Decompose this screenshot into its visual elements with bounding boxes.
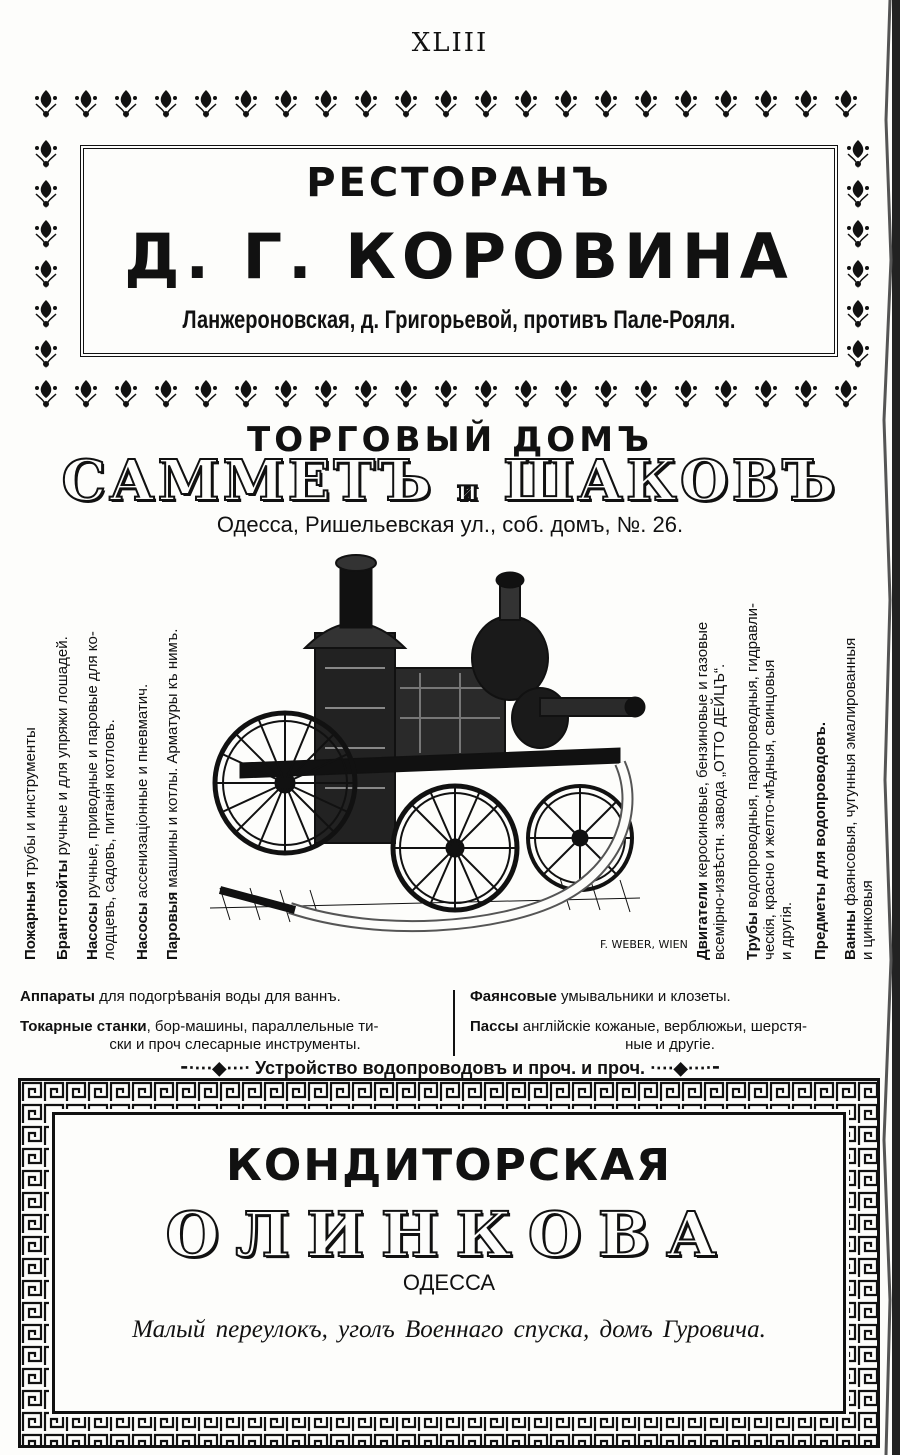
left-column-1-text: трубы и инструменты	[22, 727, 39, 882]
left-column-4-bold: Насосы	[134, 902, 151, 960]
confectionery-address: Малый переулокъ, уголъ Военнаго спуска, домъ Гуровича.	[132, 1316, 766, 1343]
left-column-5	[164, 629, 181, 960]
bottom-left-item-1-text: для подогрѣванія воды для ваннъ.	[94, 988, 341, 1005]
left-column-2	[54, 636, 71, 960]
right-column-4-text: фаянсовыя, чугунныя эмалированныя	[842, 637, 859, 910]
confectionery-city: ОДЕССА	[402, 1270, 496, 1295]
summary-flourish-right: ⋅⋯◆⋯⋅⁃	[645, 1058, 721, 1078]
right-column-2-text2: ческія, красно и желто-мѣдныя, свинцовыя	[761, 659, 778, 960]
fire-engine-illustration	[200, 548, 688, 968]
trade-house-address: Одесса, Ришельевская ул., соб. домъ, №. 26.	[216, 512, 684, 537]
left-column-2-text: ручные и для упряжи лошадей.	[54, 636, 71, 860]
left-column-3-text2: лодцевъ, садовъ, питанія котловъ.	[101, 719, 118, 960]
vertical-divider	[453, 990, 455, 1056]
bottom-right-item-2-bold: Пассы	[470, 1018, 519, 1035]
left-column-4-text: ассенизаціонные и пневматич.	[134, 683, 151, 903]
right-column-1-bold: Двигатели	[694, 881, 711, 960]
left-column-4	[134, 684, 151, 960]
ornament-right-col	[847, 140, 869, 367]
right-column-2-bold: Трубы	[744, 912, 761, 960]
left-column-5-text: машины и котлы. Арматуры къ нимъ.	[164, 628, 181, 892]
trade-house-kicker: ТОРГОВЫЙ ДОМЪ	[247, 420, 653, 460]
bottom-right-item-1-text: умывальники и клозеты.	[556, 988, 731, 1005]
right-column-3	[812, 722, 829, 960]
trade-house-name	[0, 448, 900, 514]
left-column-3-bold: Насосы	[84, 902, 101, 960]
left-column-2-bold: Брантспойты	[54, 859, 71, 960]
right-column-2	[744, 603, 795, 960]
right-column-2-text: водопроводныя, паропроводныя, гидравли-	[744, 602, 761, 913]
restaurant-address: Ланжероновская, д. Григорьевой, противъ Пале-Рояля.	[182, 306, 736, 334]
page-number: XLIII	[411, 28, 489, 58]
bottom-left-item-2-text2: ски и проч слесарные инструменты.	[109, 1036, 361, 1053]
bottom-left-item-2	[20, 1018, 450, 1054]
right-column-4-bold: Ванны	[842, 909, 859, 960]
left-column-1	[22, 727, 39, 960]
left-column-3-text: ручные, приводные и паровые для ко-	[84, 631, 101, 903]
restaurant-owner: Д. Г. КОРОВИНА	[124, 220, 794, 293]
services-summary	[0, 1058, 900, 1079]
bottom-left-item-2-text: , бор-машины, параллельные ти-	[146, 1018, 379, 1035]
ornament-bottom-row	[35, 380, 857, 407]
right-column-4	[842, 638, 876, 960]
right-column-1-text: керосиновые, бензиновые и газовые	[694, 621, 711, 882]
right-column-3-bold: Предметы для водопроводовъ.	[812, 721, 829, 960]
left-column-3	[84, 631, 118, 960]
confectionery-title: КОНДИТОРСКАЯ	[225, 1140, 673, 1191]
bottom-left-item-2-bold: Токарные станки	[20, 1018, 147, 1035]
restaurant-title: РЕСТОРАНЪ	[306, 160, 612, 206]
right-column-4-text2: и цинковыя	[859, 880, 876, 960]
left-column-5-bold: Паровыя	[164, 891, 181, 960]
bottom-right-item-2	[470, 1018, 870, 1054]
ornament-left-col	[35, 140, 57, 367]
engraver-mark: F. WEBER, WIEN	[600, 938, 688, 951]
trade-house-name-joiner: и	[457, 474, 481, 507]
summary-text: Устройство водопроводовъ и проч. и проч.	[254, 1058, 646, 1078]
scan-edge-texture	[872, 0, 900, 1455]
bottom-right-item-2-text: англійскіе кожаные, верблюжьи, шерстя-	[518, 1018, 807, 1035]
bottom-left-item-1-bold: Аппараты	[20, 988, 95, 1005]
ornament-top-row	[35, 90, 857, 117]
summary-flourish-left: ⁃⋅⋯◆⋯⋅	[179, 1058, 255, 1078]
bottom-left-item-1	[20, 988, 440, 1006]
trade-house-name-part2: ШАКОВЪ	[503, 448, 839, 514]
trade-house-name-part1: САММЕТЪ	[61, 448, 435, 514]
right-column-1	[694, 622, 728, 960]
bottom-right-item-1	[470, 988, 870, 1006]
right-column-2-text3: и другія.	[778, 901, 795, 960]
bottom-right-item-1-bold: Фаянсовые	[470, 988, 557, 1005]
left-column-1-bold: Пожарныя	[22, 881, 39, 960]
bottom-right-item-2-text2: ные и другіе.	[625, 1036, 715, 1053]
right-column-1-text2: всемірно-извѣстн. завода „ОТТО ДЕЙЦЪ“.	[711, 663, 728, 960]
confectionery-name: ОЛИНКОВА	[165, 1198, 733, 1271]
